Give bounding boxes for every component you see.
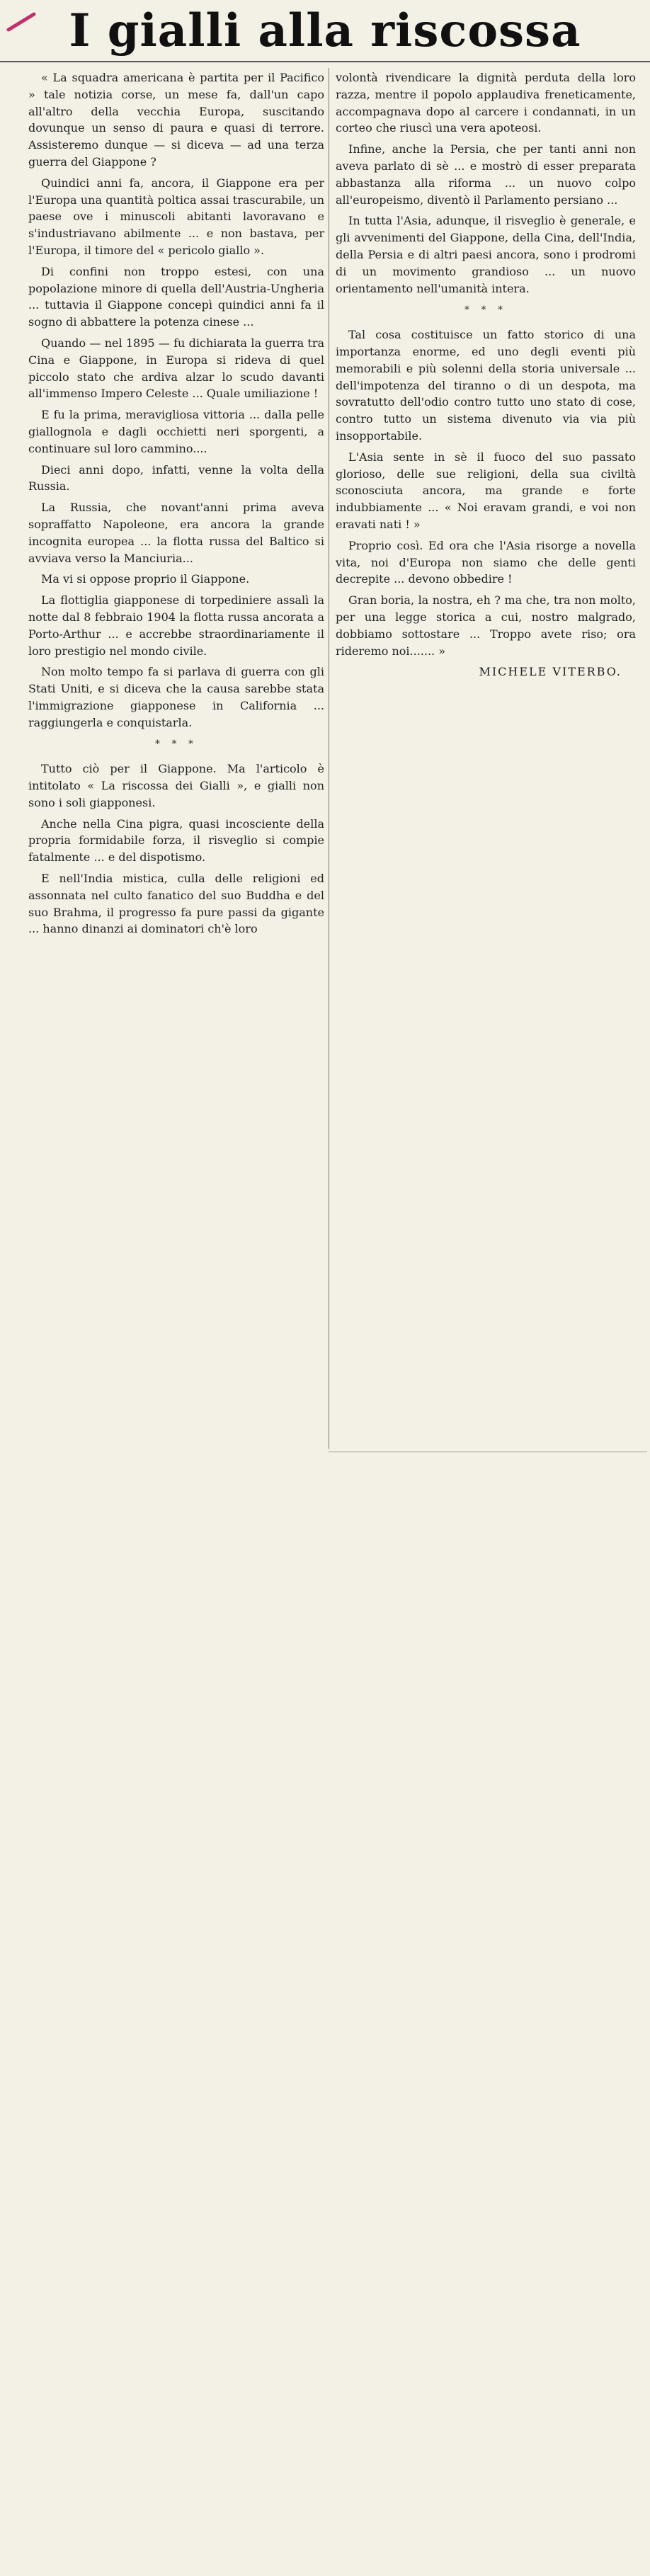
paragraph: Proprio così. Ed ora che l'Asia risorge a novella vita, noi d'Europa non siamo che delle genti decrepite ... devono obbedire ! [336,538,636,586]
paragraph: Tal cosa costituisce un fatto storico di una importanza enorme, ed uno degli eventi più memorabili e più solenni della storia universale ... dell'impotenza del tiranno o di un despota, ma sovratutto dell'odio contro tutto uno stato di cose, contro tutto un sistema divenuto via via più insopportabile. [336,328,636,443]
paragraph: Dieci anni dopo, infatti, venne la volta della Russia. [28,462,324,494]
section-separator: * * * [464,304,507,317]
paragraph: Anche nella Cina pigra, quasi incosciente della propria formidabile forza, il risveglio si compie fatalmente ... e del dispotismo. [28,816,324,865]
paragraph: Tutto ciò per il Giappone. Ma l'articolo è intitolato « La riscossa dei Gialli », e gialli non sono i soli giapponesi. [28,762,324,809]
paragraph: volontà rivendicare la dignità perduta della loro razza, mentre il popolo applaudiva freneticamente, accompagnava dopo al carcere i condannati, in un corteo che riuscì una vera apoteosi. [336,71,636,135]
title-underline [0,61,650,62]
article-title: I gialli alla riscossa [69,4,581,57]
paragraph: In tutta l'Asia, adunque, il risveglio è generale, e gli avvenimenti del Giappone, della Cina, dell'India, della Persia e di altri paesi ancora, sono i prodromi di un movimento grandioso ... un nuovo orientamento nell'umanità intera. [336,214,636,295]
paragraph: Quindici anni fa, ancora, il Giappone era per l'Europa una quantità poltica assai trascurabile, un paese ove i minuscoli abitanti lavoravano e s'industriavano abilmente ... e non bastava, per l'Europa, il timore del « pericolo giallo ». [28,176,324,257]
paragraph: E fu la prima, meravigliosa vittoria ... dalla pelle giallognola e dagli occhietti neri sporgenti, a continuare sul loro cammino.... [28,408,324,455]
author-signature: MICHELE VITERBO. [479,665,622,679]
paragraph: L'Asia sente in sè il fuoco del suo passato glorioso, delle sue religioni, della sua civiltà sconosciuta ancora, ma grande e forte indubbiamente ... « Noi eravam grandi, e voi non eravati nati ! » [336,450,636,531]
right-column [336,69,636,1436]
article-header [0,0,650,62]
paragraph: Infine, anche la Persia, che per tanti anni non aveva parlato di sè ... e mostrò di esser preparata abbastanza alla riforma ... un nuovo colpo all'europeismo, diventò il Parlamento persiano ... [336,142,636,207]
left-column [28,69,324,2569]
paragraph: Quando — nel 1895 — fu dichiarata la guerra tra Cina e Giappone, in Europa si rideva di quel piccolo stato che ardiva alzar lo scudo davanti all'immenso Impero Celeste ... Quale umiliazione ! [28,336,324,401]
paragraph: Ma vi si oppose proprio il Giappone. [41,572,250,586]
paragraph: Di confini non troppo estesi, con una popolazione minore di quella dell'Austria-Ungheria ... tuttavia il Giappone concepì quindici anni fa il sogno di abbattere la potenza cinese ... [28,264,324,329]
paragraph: « La squadra americana è partita per il Pacifico » tale notizia corse, un mese fa, dall'un capo all'altro della vecchia Europa, suscitando dovunque un senso di paura e quasi di terrore. Assisteremo dunque — si diceva — ad una terza guerra del Giappone ? [28,71,324,169]
paragraph: Gran boria, la nostra, eh ? ma che, tra non molto, per una legge storica a cui, nostro malgrado, dobbiamo sottostare ... Troppo avete riso; ora rideremo noi....... » [336,593,636,658]
paragraph: E nell'India mistica, culla delle religioni ed assonnata nel culto fanatico del suo Buddha e del suo Brahma, il progresso fa pure passi da gigante ... hanno dinanzi ai dominatori ch'è loro [28,872,324,936]
paragraph: Non molto tempo fa si parlava di guerra con gli Stati Uniti, e si diceva che la causa sarebbe stata l'immigrazione giapponese in California ... raggiungerla e conquistarla. [28,665,324,729]
section-separator: * * * [155,739,198,751]
paragraph: La Russia, che novant'anni prima aveva sopraffatto Napoleone, era ancora la grande incognita europea ... la flotta russa del Baltico si avviava verso la Manciuria... [28,501,324,565]
paragraph: La flottiglia giapponese di torpediniere assalì la notte dal 8 febbraio 1904 la flotta russa ancorata a Porto-Arthur ... e accrebbe straordinariamente il loro prestigio nel mondo civile. [28,593,324,658]
